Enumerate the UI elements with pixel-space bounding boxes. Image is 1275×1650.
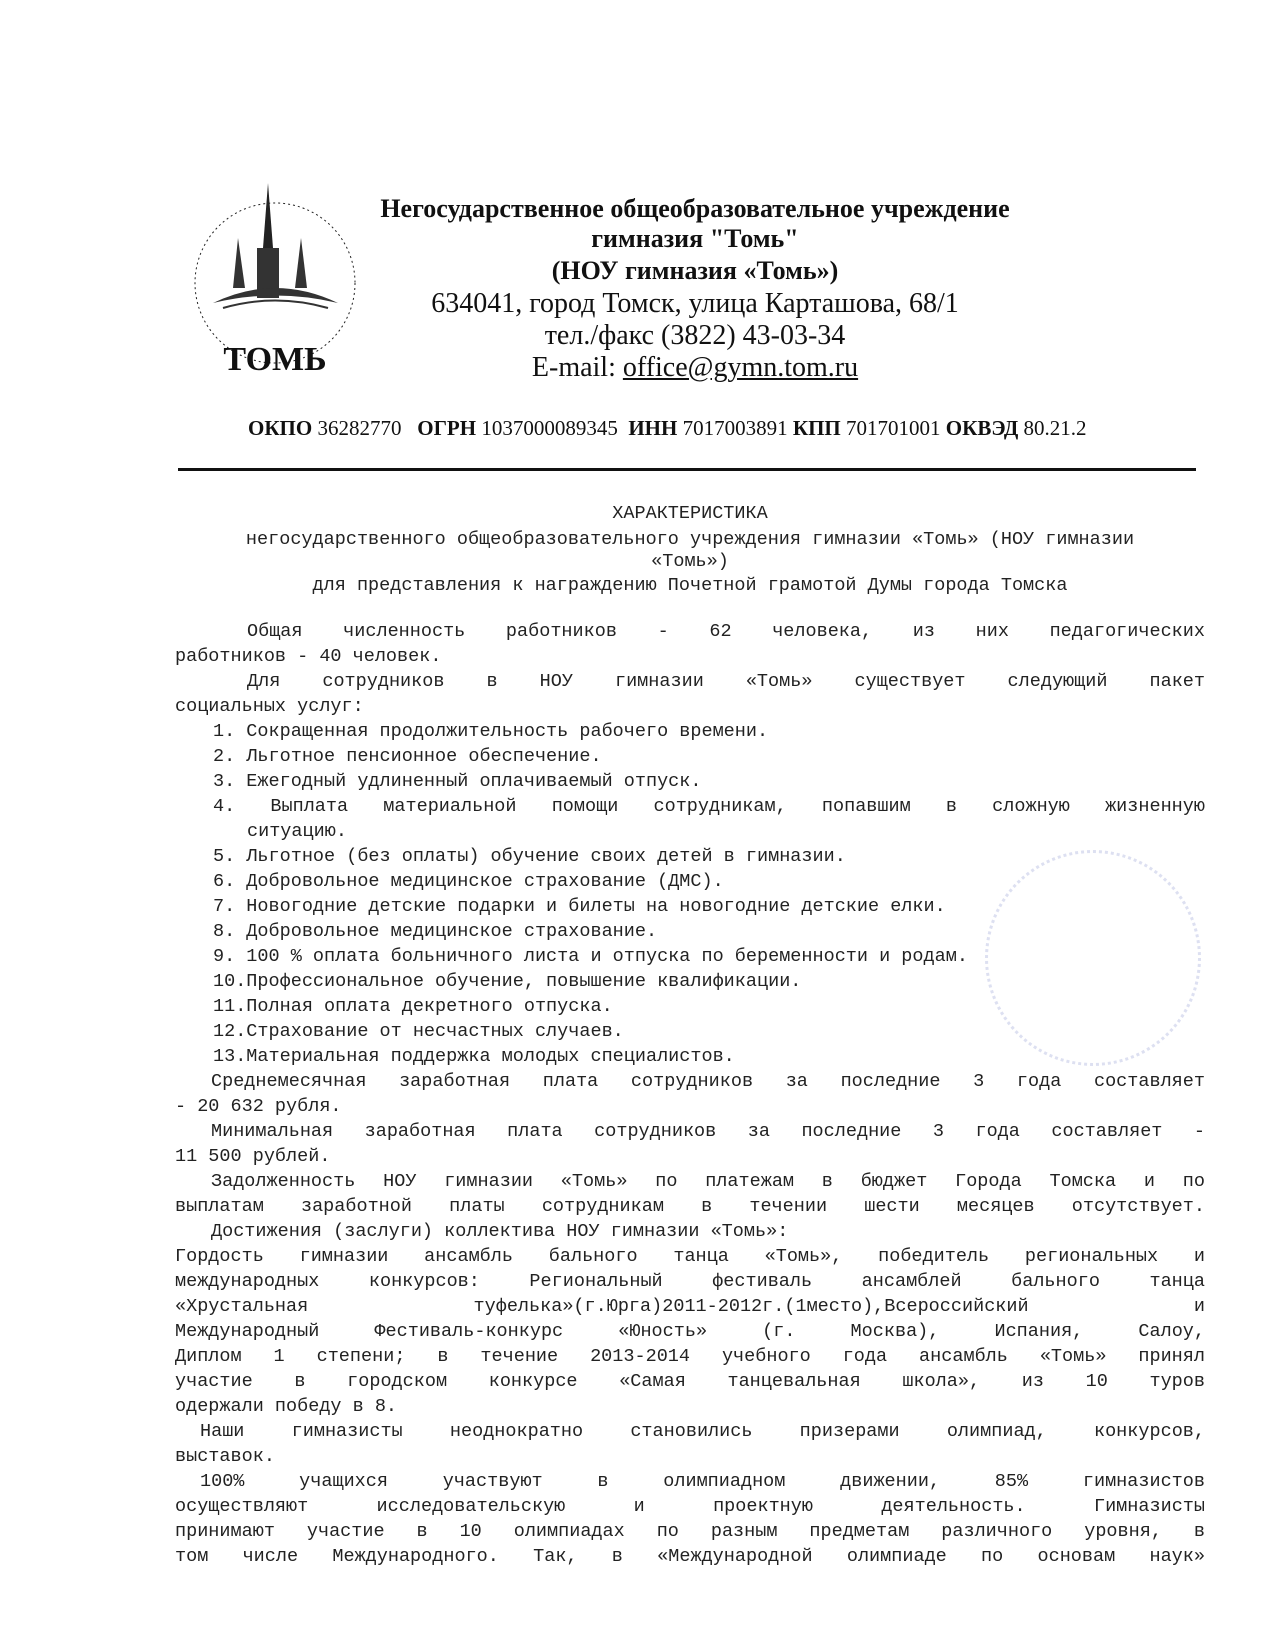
body-line: Достижения (заслуги) коллектива НОУ гимназии «Томь»: [211, 1221, 789, 1242]
inn-label: ИНН [628, 416, 678, 440]
body-line: осуществляют исследовательскую и проектную деятельность. Гимназисты [175, 1496, 1205, 1517]
org-email-line [340, 352, 1050, 384]
body-line: участие в городском конкурсе «Самая танцевальная школа», из 10 туров [175, 1371, 1205, 1392]
org-name: Негосударственное общеобразовательное учреждение [380, 194, 1010, 223]
body-line: 11 500 рублей. [175, 1146, 331, 1167]
body-line: социальных услуг: [175, 696, 364, 717]
inn-value: 7017003891 [682, 416, 788, 440]
body-line: - 20 632 рубля. [175, 1096, 342, 1117]
doc-subtitle-2: «Томь») [651, 551, 729, 572]
body-line: выплатам заработной платы сотрудникам в течении шести месяцев отсутствует. [175, 1196, 1205, 1217]
org-name-2: гимназия "Томь" [591, 224, 799, 253]
okpo-value: 36282770 [317, 416, 402, 440]
list-item: 5. Льготное (без оплаты) обучение своих детей в гимназии. [213, 846, 846, 867]
doc-heading: ХАРАКТЕРИСТИКА [612, 503, 768, 524]
registration-codes [248, 416, 1087, 441]
body-line: Диплом 1 степени; в течение 2013-2014 учебного года ансамбль «Томь» принял [175, 1346, 1205, 1367]
list-item: 12.Страхование от несчастных случаев. [213, 1021, 624, 1042]
kpp-label: КПП [792, 416, 841, 440]
list-item: 9. 100 % оплата больничного листа и отпуска по беременности и родам. [213, 946, 968, 967]
body-line: Международный Фестиваль-конкурс «Юность» (г. Москва), Испания, Салоу, [175, 1321, 1205, 1342]
body-line: 100% учащихся участвуют в олимпиадном движении, 85% гимназистов [200, 1471, 1205, 1492]
okved-label: ОКВЭД [945, 416, 1019, 440]
body-line: «Хрустальная туфелька»(г.Юрга)2011-2012г.(1место),Всероссийский и [175, 1296, 1205, 1317]
list-item: 13.Материальная поддержка молодых специалистов. [213, 1046, 735, 1067]
body-line: Для сотрудников в НОУ гимназии «Томь» существует следующий пакет [247, 671, 1205, 692]
document-body [175, 619, 1205, 1569]
doc-subtitle-3: для представления к награждению Почетной грамотой Думы города Томска [312, 575, 1068, 596]
body-line: Гордость гимназии ансамбль бального танца «Томь», победитель региональных и [175, 1246, 1205, 1267]
list-item: 2. Льготное пенсионное обеспечение. [213, 746, 602, 767]
kpp-value: 701701001 [846, 416, 941, 440]
okpo-label: ОКПО [248, 416, 313, 440]
org-address: 634041, город Томск, улица Карташова, 68/1 [431, 288, 959, 319]
body-line: выставок. [175, 1446, 275, 1467]
org-phone: тел./факс (3822) 43-03-34 [544, 320, 846, 351]
header-divider [178, 468, 1196, 471]
logo-text: ТОМЬ [223, 341, 327, 378]
list-item: 3. Ежегодный удлиненный оплачиваемый отпуск. [213, 771, 702, 792]
list-item: 8. Добровольное медицинское страхование. [213, 921, 658, 942]
doc-subtitle-1: негосударственного общеобразовательного учреждения гимназии «Томь» (НОУ гимназии [245, 529, 1135, 550]
body-line: Задолженность НОУ гимназии «Томь» по платежам в бюджет Города Томска и по [211, 1171, 1205, 1192]
list-item: 4. Выплата материальной помощи сотрудникам, попавшим в сложную жизненную [213, 796, 1205, 817]
org-short-name: (НОУ гимназия «Томь») [551, 256, 839, 285]
list-item: 11.Полная оплата декретного отпуска. [213, 996, 613, 1017]
body-line: том числе Международного. Так, в «Международной олимпиаде по основам наук» [175, 1546, 1205, 1567]
list-item: 6. Добровольное медицинское страхование (ДМС). [213, 871, 724, 892]
body-line: Общая численность работников - 62 человека, из них педагогических [247, 621, 1205, 642]
list-item: 10.Профессиональное обучение, повышение квалификации. [213, 971, 802, 992]
body-line: международных конкурсов: Региональный фестиваль ансамблей бального танца [175, 1271, 1205, 1292]
list-item: 7. Новогодние детские подарки и билеты на новогодние детские елки. [213, 896, 946, 917]
ogrn-value: 1037000089345 [481, 416, 618, 440]
list-item: 1. Сокращенная продолжительность рабочего времени. [213, 721, 769, 742]
body-line: Минимальная заработная плата сотрудников за последние 3 года составляет - [211, 1121, 1205, 1142]
body-line: одержали победу в 8. [175, 1396, 398, 1417]
email-link[interactable]: office@gymn.tom.ru [622, 352, 859, 383]
body-line: Наши гимназисты неоднократно становились призерами олимпиад, конкурсов, [200, 1421, 1205, 1442]
body-line: принимают участие в 10 олимпиадах по разным предметам различного уровня, в [175, 1521, 1205, 1542]
body-line: работников - 40 человек. [175, 646, 442, 667]
ogrn-label: ОГРН [417, 416, 477, 440]
list-item-cont: ситуацию. [247, 821, 347, 842]
okved-value: 80.21.2 [1023, 416, 1087, 440]
body-line: Среднемесячная заработная плата сотрудников за последние 3 года составляет [211, 1071, 1205, 1092]
email-label: E-mail: [531, 352, 623, 383]
